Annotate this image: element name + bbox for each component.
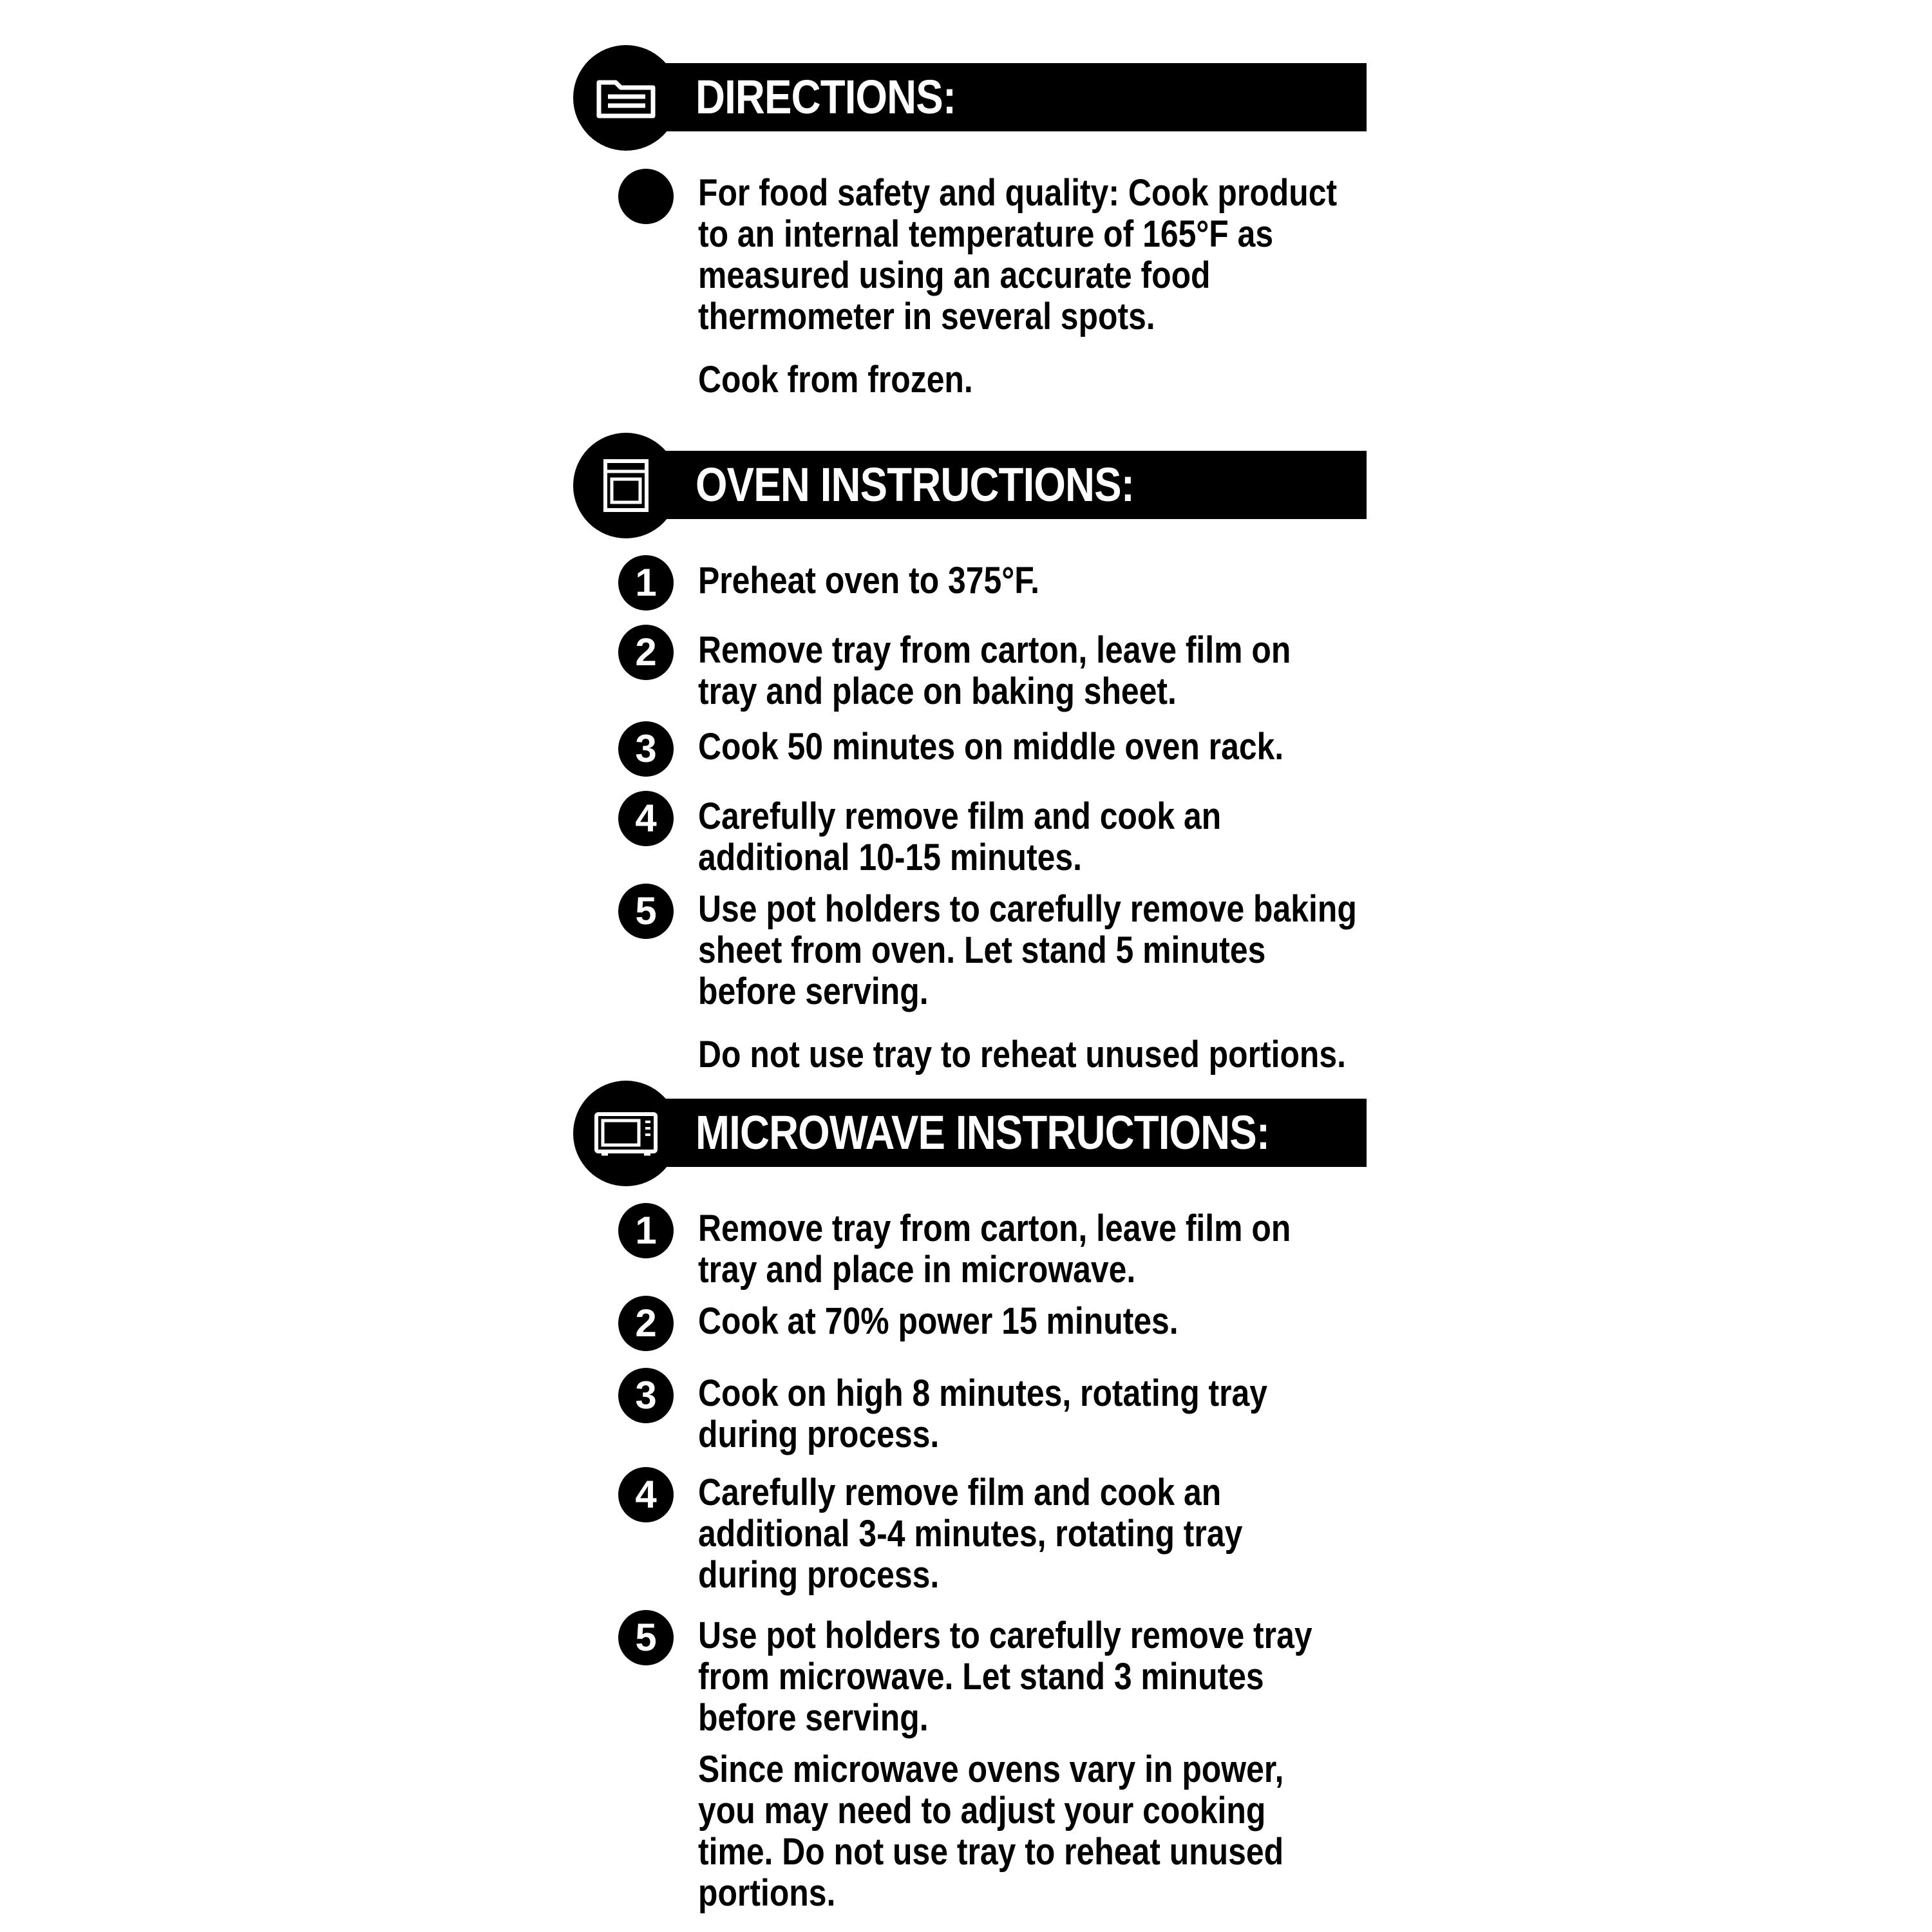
step-number-badge: 1 [618,555,674,611]
oven-step-1 [698,560,1274,601]
directions-text [698,172,1338,337]
text-line: during process. [698,1414,940,1455]
step-number-badge: 1 [618,1203,674,1258]
text-line: Cook at 70% power 15 minutes. [698,1300,1179,1342]
text-line: to an internal temperature of 165°F as [698,213,1274,255]
step-number-badge: 5 [618,1610,674,1665]
oven-header [573,433,1367,538]
oven-step-3 [698,726,1284,768]
text-line: tray and place on baking sheet. [698,670,1177,712]
step-number-badge: 3 [618,1368,674,1423]
directions-note: Cook from frozen. [698,359,973,401]
header-icon-circle [573,45,679,151]
text-line: sheet from oven. Let stand 5 minutes [698,929,1266,971]
text-line: Carefully remove film and cook an [698,795,1222,837]
oven-step-2 [698,629,1291,712]
oven-note: Do not use tray to reheat unused portions. [698,1034,1347,1075]
header-icon-circle [573,433,679,538]
section-title: DIRECTIONS: [696,70,956,124]
text-line: before serving. [698,1697,929,1739]
text-line: measured using an accurate food [698,254,1211,296]
oven-step-5 [698,888,1357,1012]
microwave-note [698,1748,1284,1914]
text-line: before serving. [698,971,929,1012]
directions-header [573,45,1367,151]
text-line: from microwave. Let stand 3 minutes [698,1656,1264,1698]
text-line: Preheat oven to 375°F. [698,560,1040,601]
step-number-badge: 2 [618,1296,674,1351]
text-line: Cook 50 minutes on middle oven rack. [698,726,1284,768]
text-line: Carefully remove film and cook an [698,1472,1222,1513]
text-line: portions. [698,1872,836,1914]
microwave-step-4 [698,1472,1274,1596]
section-title: OVEN INSTRUCTIONS: [696,458,1135,511]
section-title: MICROWAVE INSTRUCTIONS: [696,1106,1270,1159]
text-line: during process. [698,1554,940,1596]
text-line: Cook on high 8 minutes, rotating tray [698,1372,1268,1414]
text-line: Since microwave ovens vary in power, [698,1748,1284,1790]
step-number-badge: 3 [618,721,674,777]
bullet-dot [618,169,674,224]
step-number-badge: 2 [618,625,674,680]
text-line: Remove tray from carton, leave film on [698,629,1291,671]
microwave-step-2 [698,1301,1274,1342]
header-icon-circle [573,1081,679,1186]
oven-icon [589,448,663,523]
step-number-badge: 5 [618,884,674,939]
text-line: you may need to adjust your cooking [698,1790,1266,1832]
text-line: additional 10-15 minutes. [698,837,1082,878]
text-line: Remove tray from carton, leave film on [698,1208,1291,1249]
microwave-step-5 [698,1615,1312,1739]
microwave-step-1 [698,1208,1291,1291]
text-line: tray and place in microwave. [698,1249,1136,1291]
text-line: Use pot holders to carefully remove baking [698,888,1357,930]
text-line: For food safety and quality: Cook product [698,172,1338,214]
microwave-header [573,1081,1367,1186]
document-icon [589,61,663,135]
text-line: Use pot holders to carefully remove tray [698,1615,1312,1656]
microwave-icon [589,1096,663,1171]
microwave-step-3 [698,1373,1274,1455]
text-line: additional 3-4 minutes, rotating tray [698,1513,1243,1555]
step-number-badge: 4 [618,791,674,846]
text-line: thermometer in several spots. [698,296,1155,337]
oven-step-4 [698,796,1274,878]
text-line: time. Do not use tray to reheat unused [698,1831,1284,1873]
step-number-badge: 4 [618,1467,674,1522]
